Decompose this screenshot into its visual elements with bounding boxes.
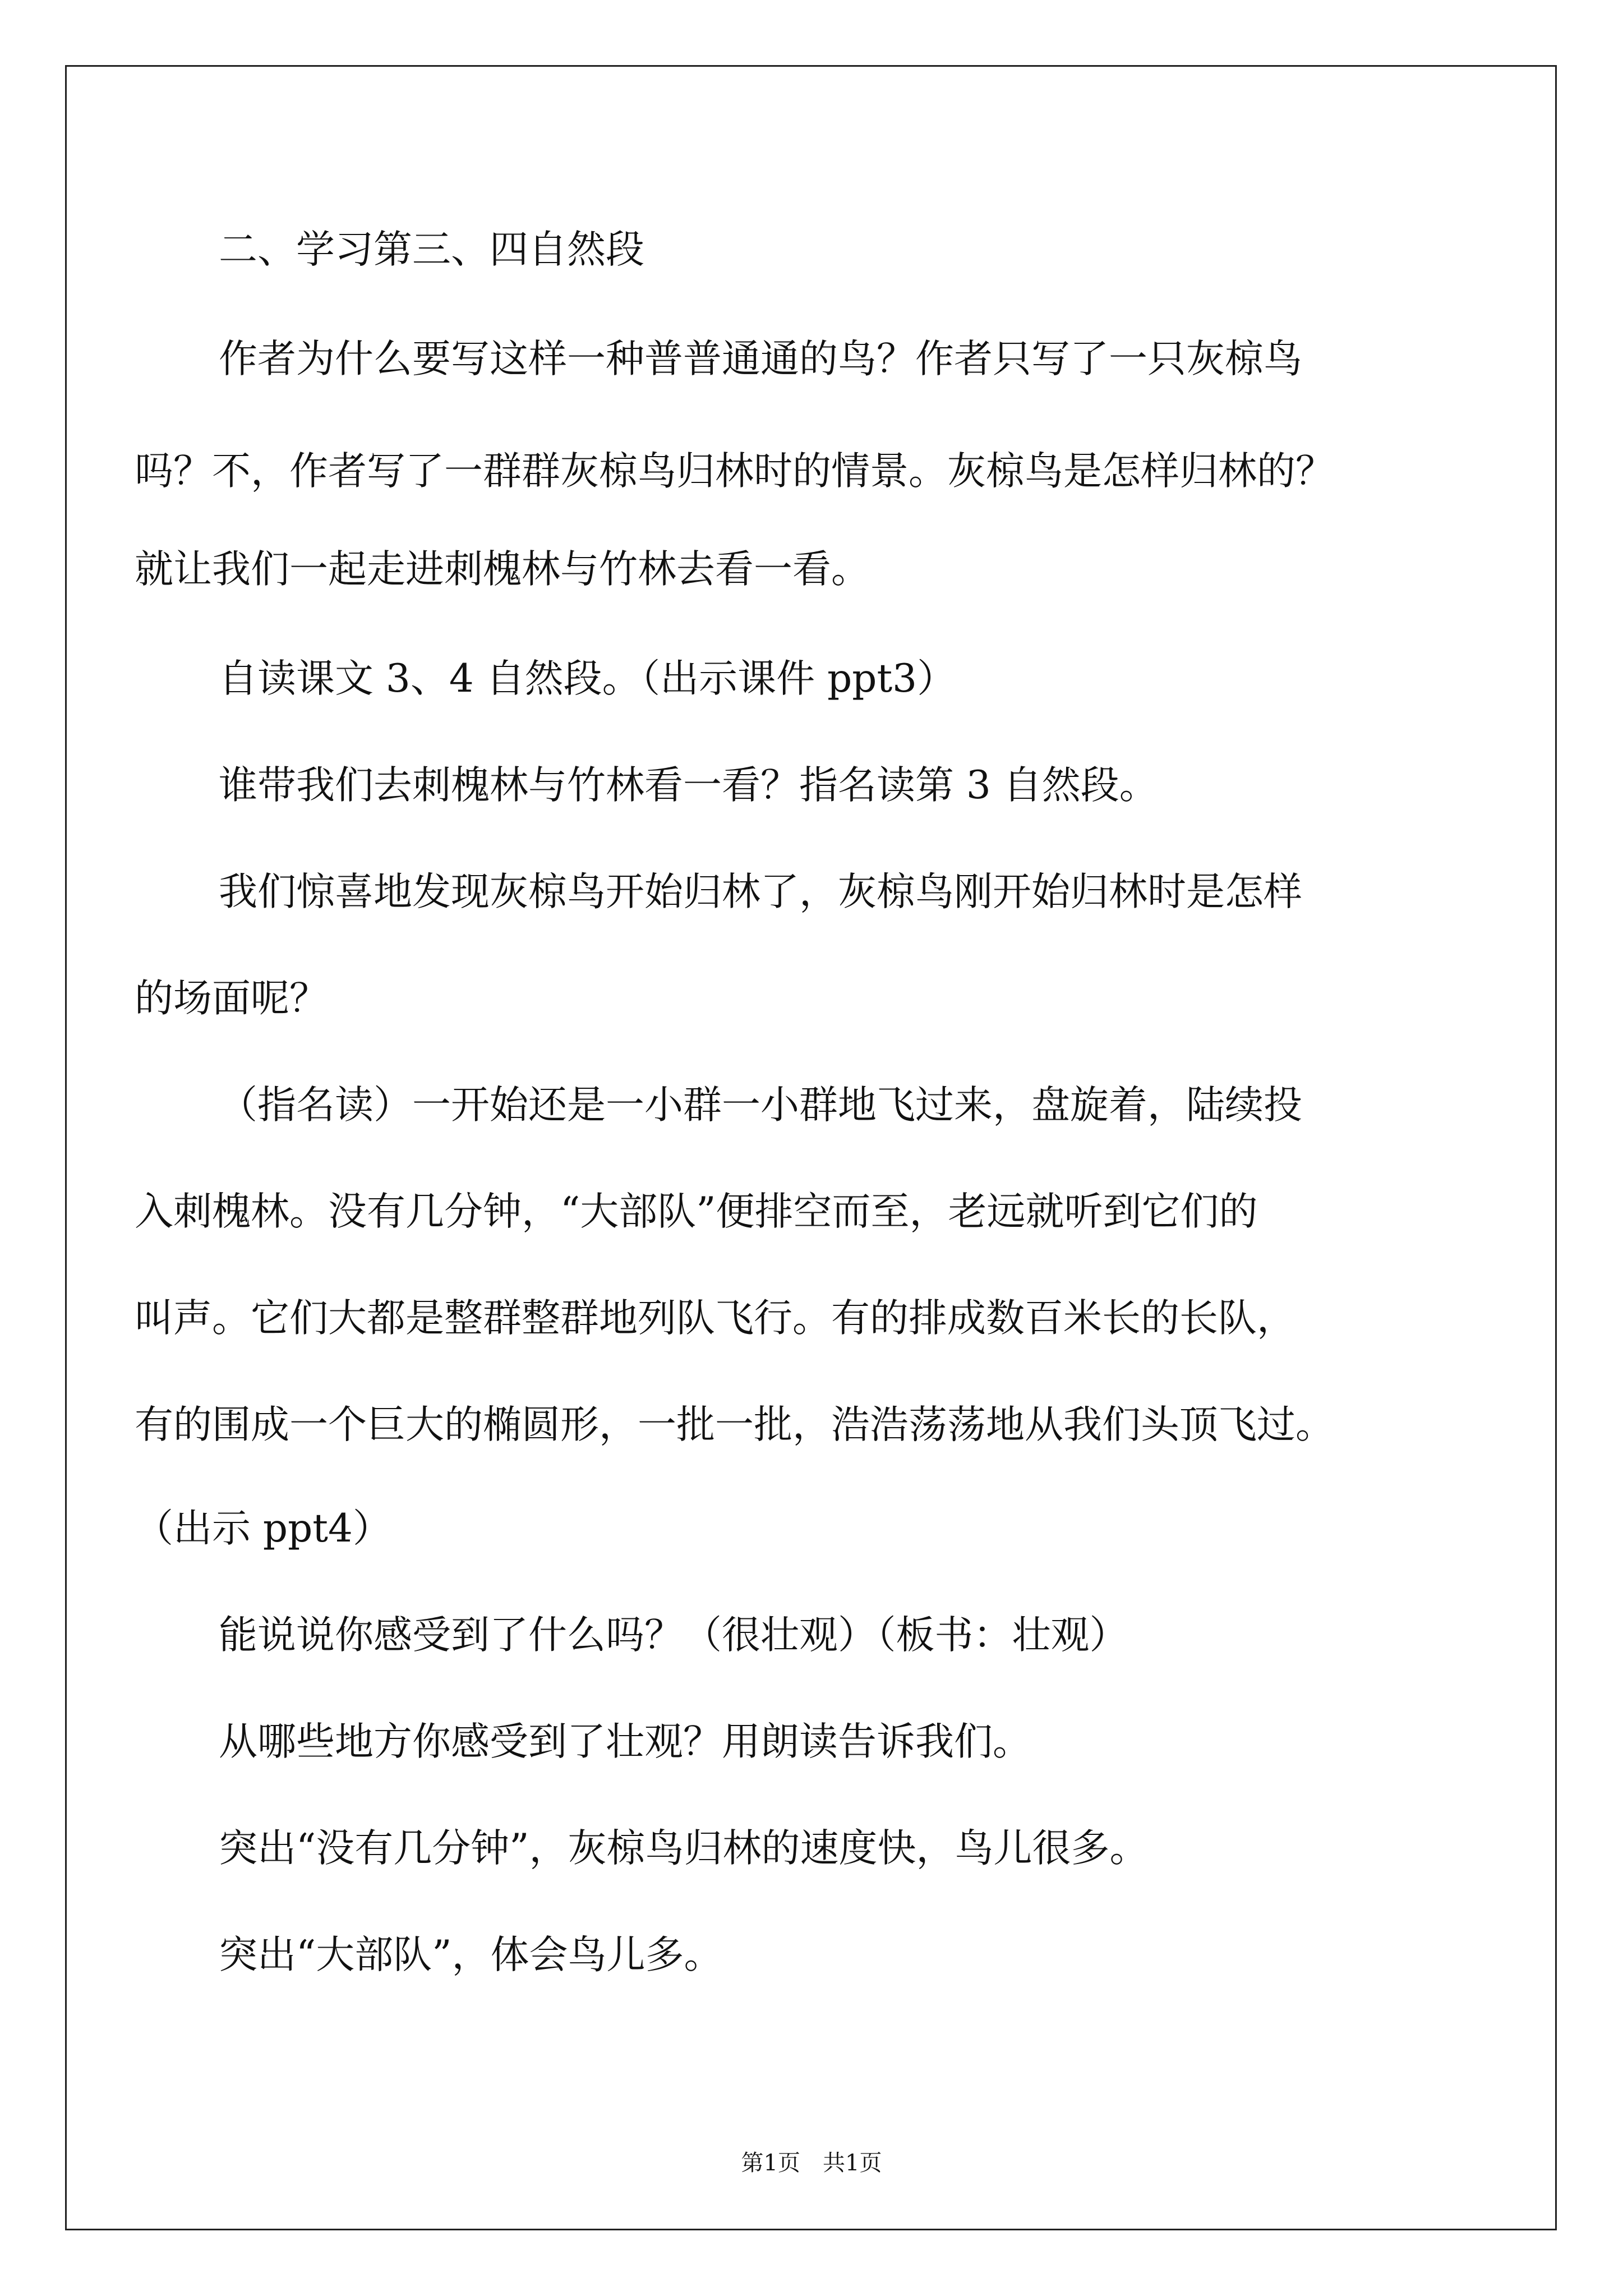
- text-line: 有的围成一个巨大的椭圆形，一批一批，浩浩荡荡地从我们头顶飞过。: [135, 1402, 1334, 1447]
- text-line: （指名读）一开始还是一小群一小群地飞过来，盘旋着，陆续投: [219, 1083, 1302, 1128]
- text-line: 谁带我们去刺槐林与竹林看一看？指名读第 3 自然段。: [219, 763, 1158, 808]
- text-line: 就让我们一起走进刺槐林与竹林去看一看。: [135, 547, 870, 592]
- text-line: 叫声。它们大都是整群整群地列队飞行。有的排成数百米长的长队，: [135, 1296, 1295, 1341]
- text-line: 从哪些地方你感受到了壮观？用朗读告诉我们。: [219, 1719, 1031, 1764]
- text-line: 突出“大部队”，体会鸟儿多。: [219, 1932, 723, 1977]
- section-heading: 二、学习第三、四自然段: [219, 227, 644, 272]
- text-line: 作者为什么要写这样一种普普通通的鸟？作者只写了一只灰椋鸟: [219, 337, 1302, 381]
- text-line: （出示 ppt4）: [135, 1506, 391, 1551]
- text-line: 自读课文 3、4 自然段。（出示课件 ppt3）: [219, 656, 956, 701]
- text-line: 突出“没有几分钟”，灰椋鸟归林的速度快，鸟儿很多。: [219, 1826, 1149, 1871]
- text-line: 我们惊喜地发现灰椋鸟开始归林了，灰椋鸟刚开始归林时是怎样: [219, 869, 1302, 914]
- text-line: 入刺槐林。没有几分钟，“大部队”便排空而至，老远就听到它们的: [135, 1189, 1258, 1234]
- page-footer: 第1页 共1页: [741, 2150, 882, 2176]
- text-line: 能说说你感受到了什么吗？（很壮观）（板书：壮观）: [219, 1613, 1128, 1658]
- text-line: 的场面呢？: [135, 976, 328, 1021]
- text-line: 吗？不，作者写了一群群灰椋鸟归林时的情景。灰椋鸟是怎样归林的？: [135, 449, 1334, 494]
